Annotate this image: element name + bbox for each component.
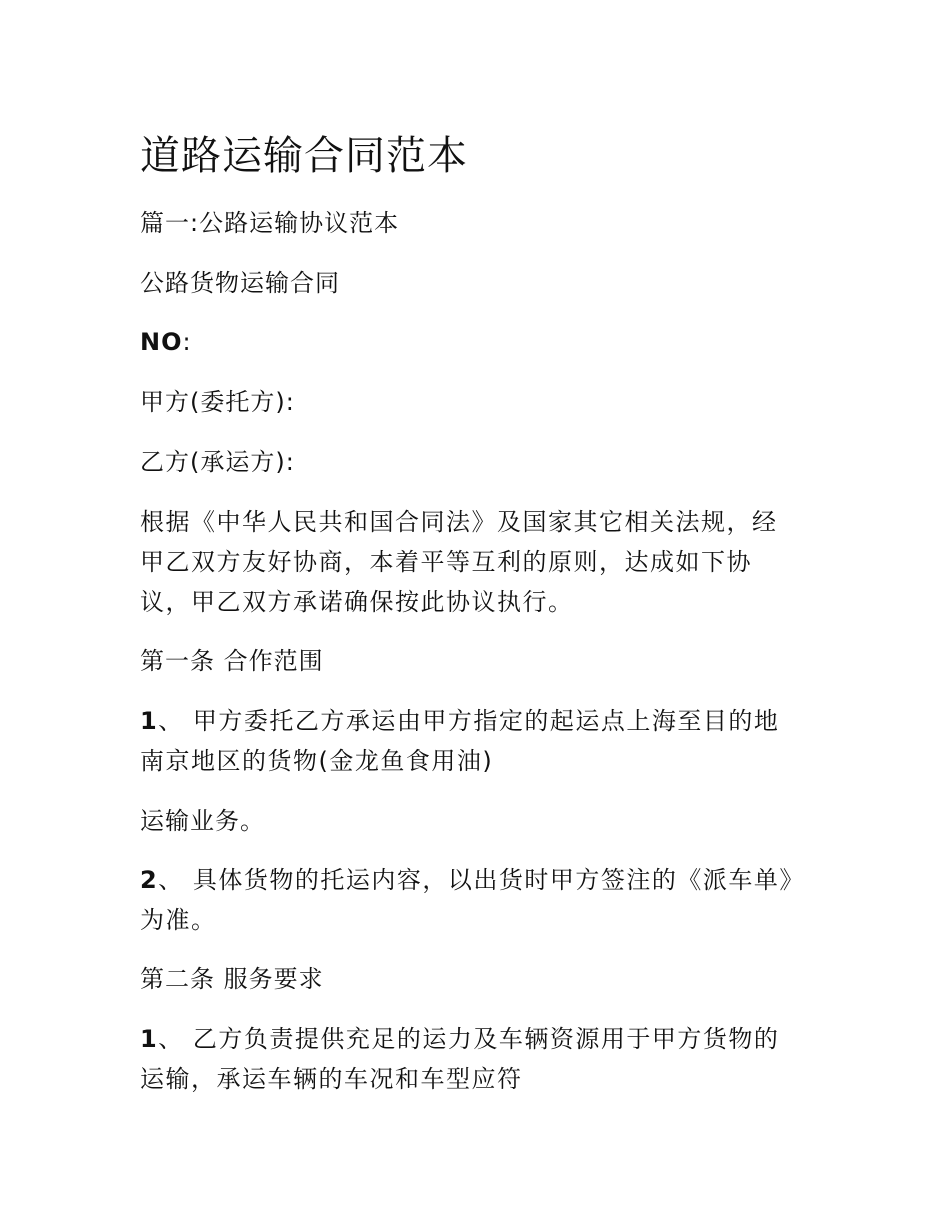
- article-1-item-2-text: 、 具体货物的托运内容，以出货时甲方签注的《派车单》为准。: [140, 866, 793, 934]
- article-1-item-1: [140, 701, 800, 781]
- party-a-line: 甲方(委托方):: [140, 388, 295, 416]
- article-1-item-2-number: 2: [140, 866, 159, 894]
- article-2-item-1-number: 1: [140, 1025, 159, 1053]
- contract-title: 公路货物运输合同: [140, 269, 340, 297]
- article-2-item-1: [140, 1019, 800, 1099]
- article-2-title: 第二条 服务要求: [140, 965, 324, 993]
- contract-number-colon: :: [182, 328, 192, 356]
- article-1-item-2: [140, 860, 800, 940]
- party-b-line: 乙方(承运方):: [140, 448, 295, 476]
- section-heading: 篇一:公路运输协议范本: [140, 209, 400, 237]
- article-1-item-1-text: 、 甲方委托乙方承运由甲方指定的起运点上海至目的地南京地区的货物(金龙鱼食用油): [140, 707, 780, 775]
- preamble-paragraph: 根据《中华人民共和国合同法》及国家其它相关法规，经甲乙双方友好协商，本着平等互利的原则，达成如下协议，甲乙双方承诺确保按此协议执行。: [140, 508, 778, 616]
- document-title: 道路运输合同范本: [140, 133, 468, 179]
- article-1-title: 第一条 合作范围: [140, 647, 324, 675]
- contract-number-line: [140, 322, 192, 362]
- article-2-item-1-text: 、 乙方负责提供充足的运力及车辆资源用于甲方货物的运输，承运车辆的车况和车型应符: [140, 1025, 780, 1093]
- article-1-item-1-number: 1: [140, 707, 159, 735]
- contract-number-label: NO: [140, 328, 183, 356]
- article-1-item-1-continuation: 运输业务。: [140, 807, 265, 835]
